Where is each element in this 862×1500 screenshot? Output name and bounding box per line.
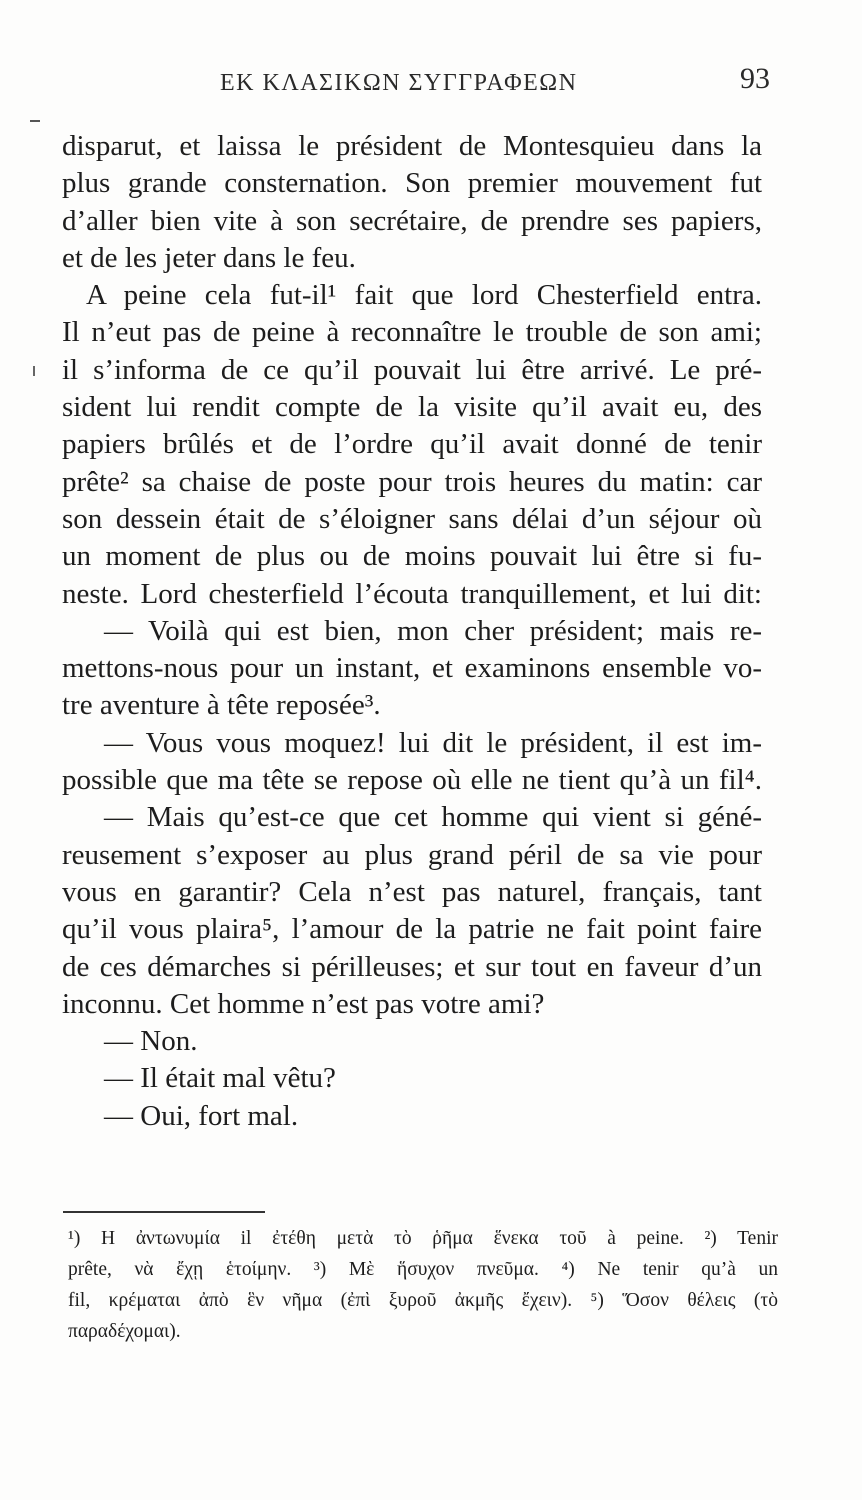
text-line: — Mais qu’est-ce que cet homme qui vient si géné-	[104, 801, 762, 834]
page-number: 93	[740, 62, 770, 95]
text-line: — Vous vous moquez! lui dit le président, il est im-	[104, 726, 762, 759]
text-line: prête² sa chaise de poste pour trois heures du matin: car	[62, 465, 762, 498]
text-line: inconnu. Cet homme n’est pas votre ami?	[62, 987, 545, 1020]
text-line: possible que ma tête se repose où elle ne tient qu’à un fil⁴.	[62, 764, 762, 797]
text-line: sident lui rendit compte de la visite qu’il avait eu, des	[62, 391, 762, 424]
text-line: qu’il vous plaira⁵, l’amour de la patrie ne fait point faire	[62, 913, 762, 946]
footnote-line: παραδέχομαι).	[68, 1321, 181, 1342]
text-line: vous en garantir? Cela n’est pas naturel, français, tant	[62, 875, 762, 908]
footnote-divider	[63, 1211, 265, 1213]
footnote-line: prête, νὰ ἔχῃ ἑτοίμην. ³) Μὲ ἥσυχον πνεῦμα. ⁴) Ne tenir qu’à un	[68, 1259, 778, 1280]
text-line: papiers brûlés et de l’ordre qu’il avait donné de tenir	[62, 428, 762, 461]
text-line: — Il était mal vêtu?	[104, 1062, 336, 1095]
text-line: et de les jeter dans le feu.	[62, 241, 356, 274]
text-line: — Non.	[104, 1025, 198, 1058]
running-title: ΕΚ ΚΛΑΣΙΚΩΝ ΣΥΓΓΡΑΦΕΩΝ	[220, 70, 578, 96]
text-line: neste. Lord chesterfield l’écouta tranquillement, et lui dit:	[62, 577, 762, 610]
text-line: plus grande consternation. Son premier mouvement fut	[62, 167, 762, 200]
text-line: mettons-nous pour un instant, et examinons ensemble vo-	[62, 652, 762, 685]
main-text	[62, 128, 762, 1135]
text-line: tre aventure à tête reposée³.	[62, 689, 381, 722]
text-line: d’aller bien vite à son secrétaire, de prendre ses papiers,	[62, 204, 762, 237]
page-header	[60, 62, 770, 102]
print-mark-side	[33, 366, 35, 376]
text-line: Il n’eut pas de peine à reconnaître le trouble de son ami;	[62, 316, 762, 349]
footnotes	[68, 1223, 778, 1347]
text-line: A peine cela fut-il¹ fait que lord Chesterfield entra.	[86, 279, 762, 312]
text-line: disparut, et laissa le président de Montesquieu dans la	[62, 130, 762, 162]
text-line: reusement s’exposer au plus grand péril de sa vie pour	[62, 838, 762, 871]
text-line: — Oui, fort mal.	[104, 1099, 299, 1132]
print-mark	[30, 120, 40, 122]
footnote-line: ¹) Η ἀντωνυμία il ἐτέθη μετὰ τὸ ῥῆμα ἕνεκα τοῦ à peine. ²) Tenir	[68, 1228, 778, 1249]
text-line: un moment de plus ou de moins pouvait lui être si fu-	[62, 540, 762, 573]
text-line: son dessein était de s’éloigner sans délai d’un séjour où	[62, 502, 762, 535]
text-line: — Voilà qui est bien, mon cher président; mais re-	[104, 614, 762, 647]
footnote-line: fil, κρέμαται ἀπὸ ἓν νῆμα (ἐπὶ ξυροῦ ἀκμῆς ἔχειν). ⁵) Ὅσον θέλεις (τὸ	[68, 1290, 778, 1311]
text-line: de ces démarches si périlleuses; et sur tout en faveur d’un	[62, 950, 762, 983]
text-line: il s’informa de ce qu’il pouvait lui être arrivé. Le pré-	[62, 353, 762, 386]
